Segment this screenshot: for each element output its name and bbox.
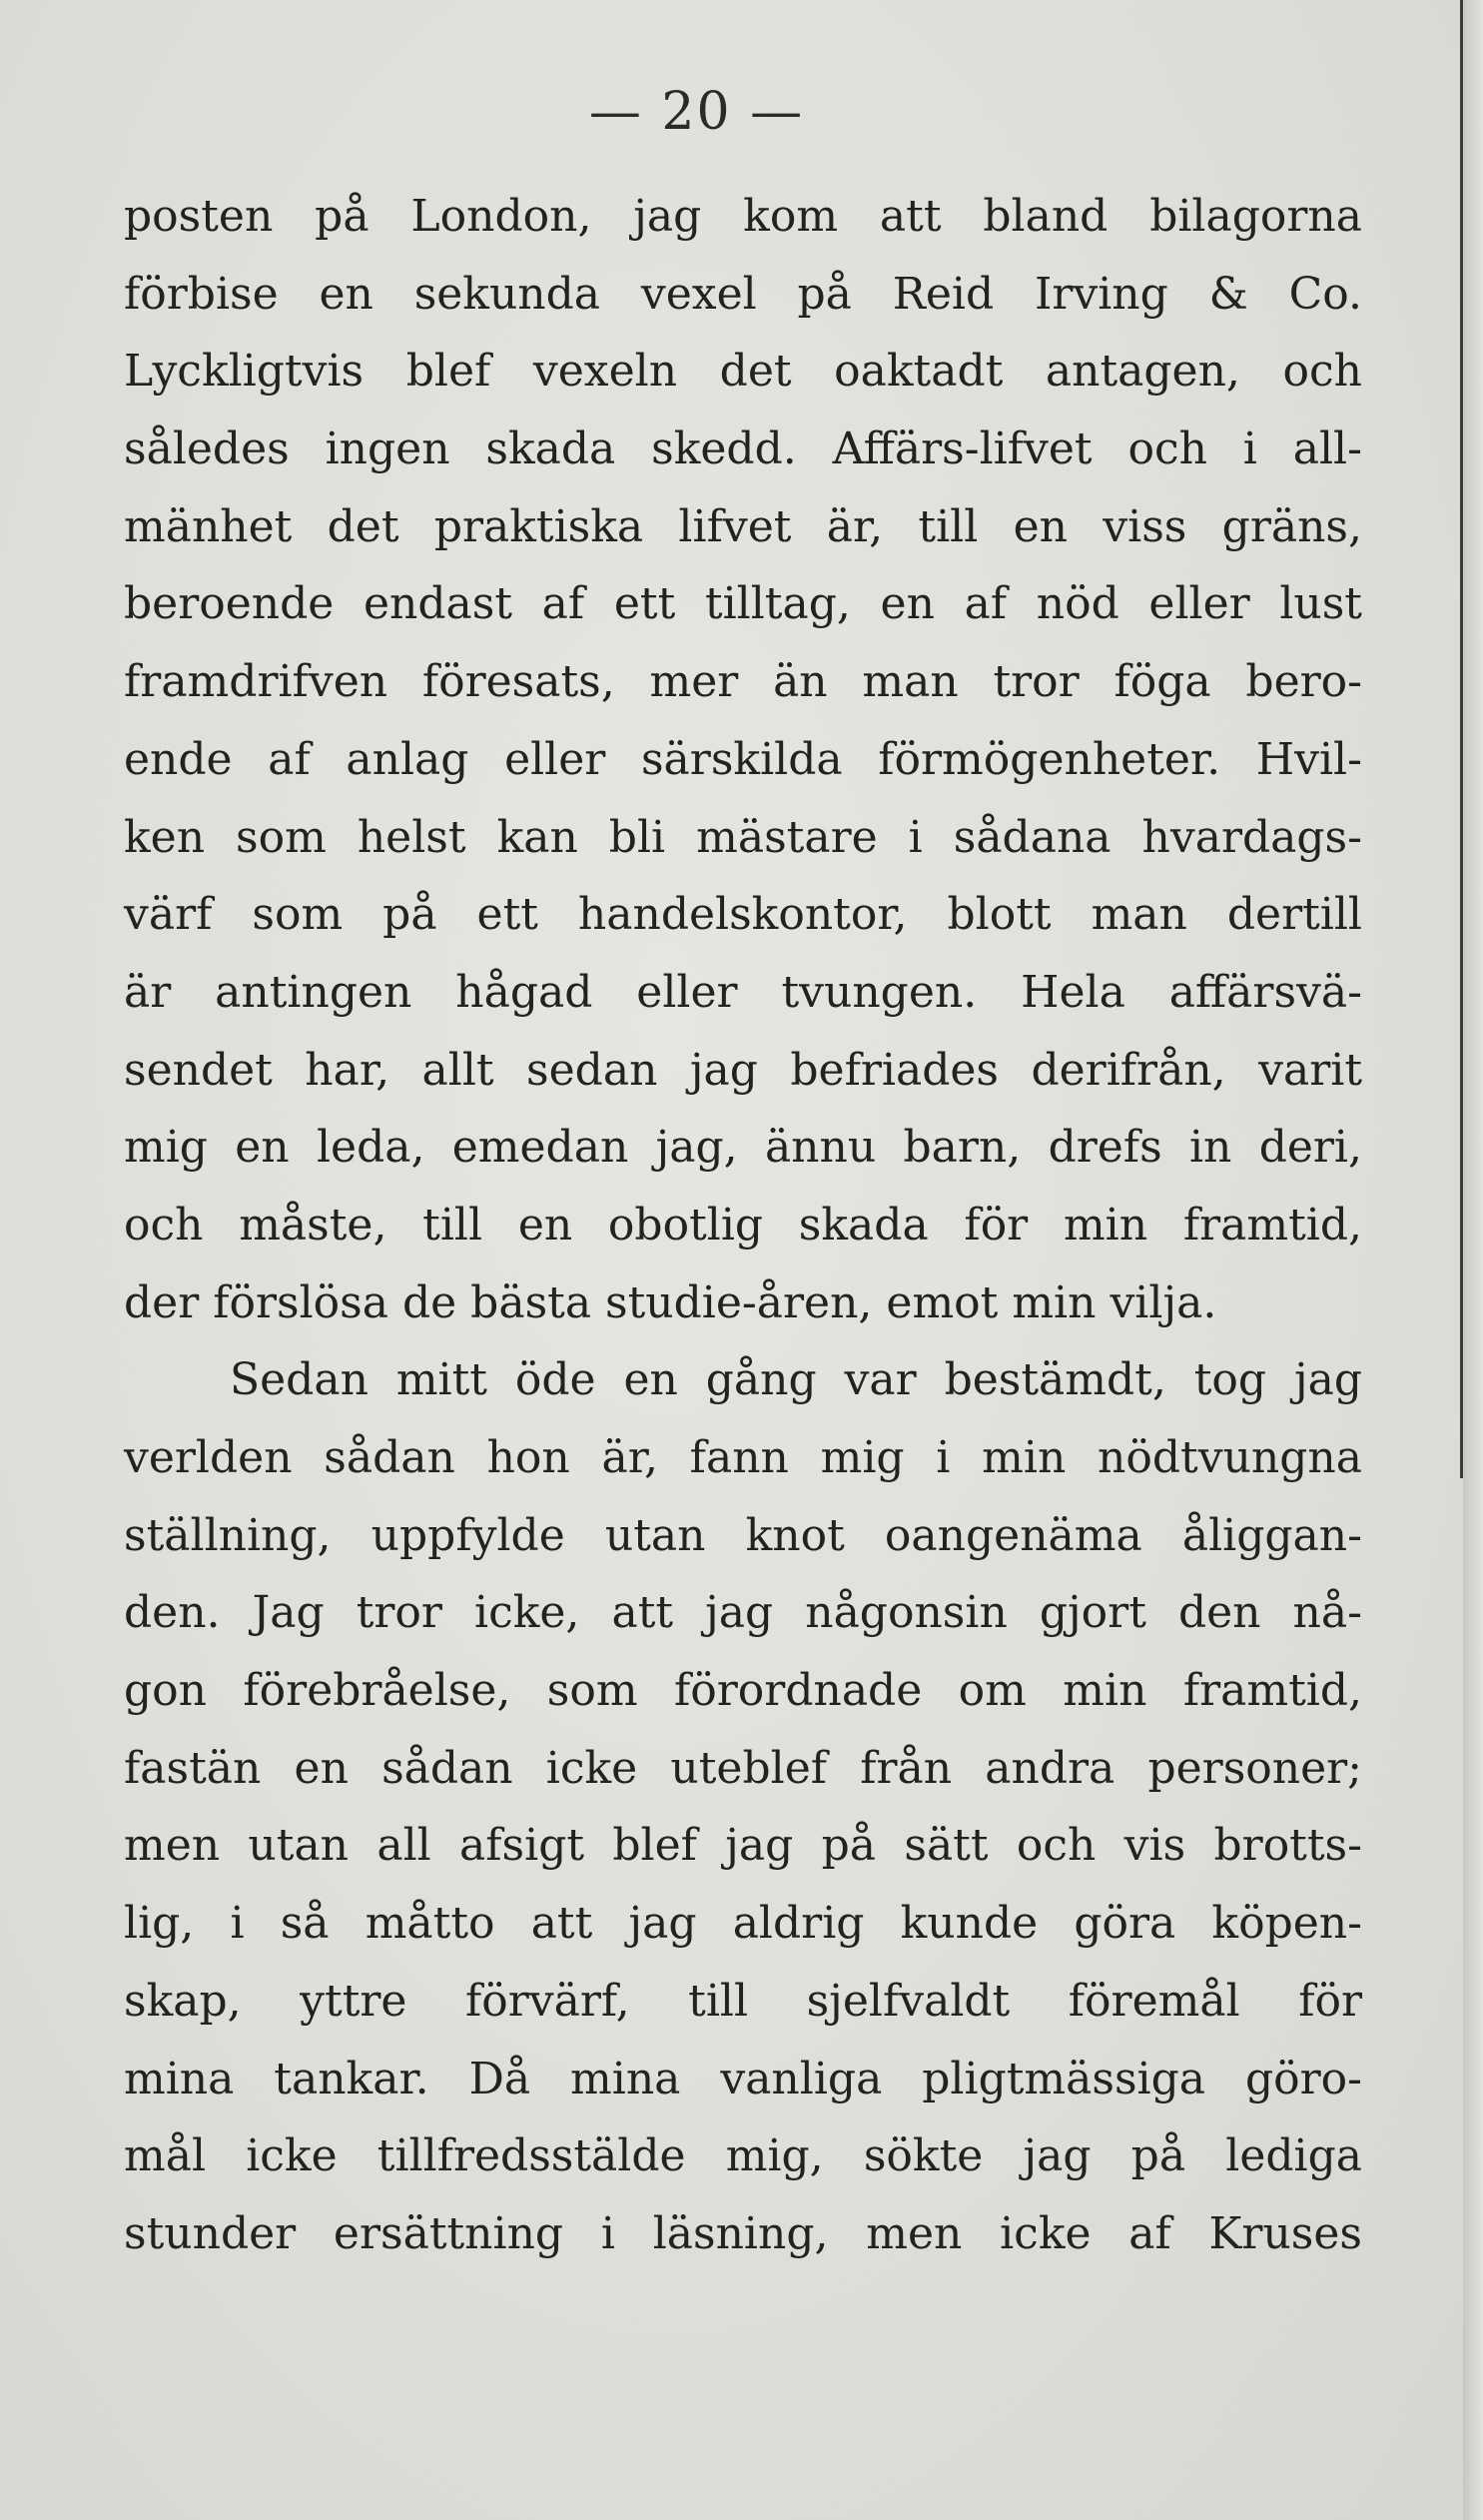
text-line: ende af anlag eller särskilda förmögenheter. Hvil- — [124, 733, 1362, 785]
text-line: ken som helst kan bli mästare i sådana hvardags- — [124, 811, 1362, 863]
text-line: gon förebråelse, som förordnade om min framtid, — [124, 1665, 1362, 1717]
text-line: mina tankar. Då mina vanliga pligtmässiga göro- — [124, 2053, 1362, 2104]
text-line: mänhet det praktiska lifvet är, till en viss gräns, — [124, 500, 1362, 552]
text-line: skap, yttre förvärf, till sjelfvaldt föremål för — [124, 1975, 1362, 2027]
text-line: ställning, uppfylde utan knot oangenäma åliggan- — [124, 1509, 1362, 1561]
text-line: men utan all afsigt blef jag på sätt och vis brotts- — [124, 1820, 1362, 1872]
text-line: beroende endast af ett tilltag, en af nöd eller lust — [124, 578, 1362, 630]
text-line: således ingen skada skedd. Affärs-lifvet och i all- — [124, 423, 1362, 475]
text-line: framdrifven föresats, mer än man tror föga bero- — [124, 656, 1362, 708]
page-number: — 20 — — [588, 82, 805, 142]
text-line: posten på London, jag kom att bland bilagorna — [124, 191, 1362, 242]
body-text — [124, 178, 1362, 2273]
text-line: sendet har, allt sedan jag befriades derifrån, varit — [124, 1044, 1362, 1096]
text-line: förbise en sekunda vexel på Reid Irving & Co. — [124, 268, 1362, 320]
text-line: der förslösa de bästa studie-åren, emot min vilja. — [124, 1276, 1217, 1328]
text-line: stunder ersättning i läsning, men icke af Kruses — [124, 2207, 1362, 2259]
page-edge-shadow — [1463, 0, 1483, 2520]
text-line: lig, i så måtto att jag aldrig kunde göra köpen- — [124, 1898, 1362, 1950]
text-line: Lyckligtvis blef vexeln det oaktadt antagen, och — [124, 346, 1362, 398]
text-line: den. Jag tror icke, att jag någonsin gjort den nå- — [124, 1587, 1362, 1639]
text-line: fastän en sådan icke uteblef från andra personer; — [124, 1742, 1362, 1794]
text-line: och måste, till en obotlig skada för min framtid, — [124, 1199, 1362, 1251]
text-line: är antingen hågad eller tvungen. Hela affärsvä- — [124, 966, 1362, 1018]
text-line: värf som på ett handelskontor, blott man dertill — [124, 889, 1362, 941]
text-line: mål icke tillfredsstälde mig, sökte jag på lediga — [124, 2130, 1362, 2182]
text-line: verlden sådan hon är, fann mig i min nödtvungna — [124, 1432, 1362, 1483]
text-line: Sedan mitt öde en gång var bestämdt, tog jag — [230, 1354, 1362, 1406]
text-line: mig en leda, emedan jag, ännu barn, drefs in deri, — [124, 1122, 1362, 1174]
